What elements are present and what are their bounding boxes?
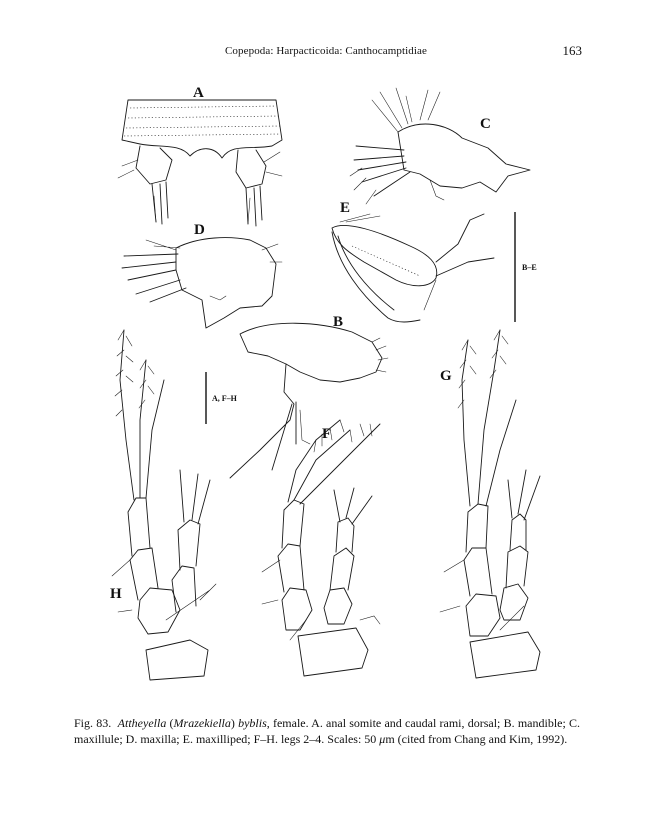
panel-label-b: B [333,314,344,330]
caption-subgenus: Mrazekiella [173,716,231,730]
scale-label-a-fh: A, F–H [212,394,237,403]
caption-fig-label: Fig. 83. [74,716,112,730]
drawing-maxilliped [332,214,494,322]
running-head: Copepoda: Harpacticoida: Canthocamptidiae [224,45,428,57]
drawing-mandible [230,323,388,478]
drawing-maxilla [122,238,282,328]
panel-label-d: D [194,222,205,238]
drawing-leg-4 [112,330,216,680]
caption-genus: Attheyella [117,716,167,730]
drawing-maxillule [350,88,530,204]
panel-label-f: F [322,426,332,442]
scale-bar-a-fh [206,372,238,424]
caption-unit-rest: m (cited from Chang and Kim, 1992). [385,731,568,746]
caption-unit-symbol: μ [379,731,386,746]
page-number: 163 [562,43,582,58]
panel-label-g: G [440,368,452,384]
caption-species: byblis [238,716,267,730]
drawing-leg-2 [262,420,380,676]
panel-label-h: H [110,586,122,602]
panel-label-c: C [480,116,491,132]
figure-caption: Fig. 83. Attheyella (Mrazekiella) byblis, female. A. anal somite and caudal rami, dorsal; B. mandible; C. maxillule; D. maxilla; E. maxilliped; F–H. legs 2–4. Scales: 50 μm (cited from Chang and Kim, 1992). [74,716,581,746]
scale-label-b-e: B–E [522,263,537,272]
panel-label-e: E [340,200,351,216]
scale-bar-b-e [515,212,537,322]
panel-label-a: A [193,85,204,101]
drawing-anal-somite [118,100,282,226]
drawing-leg-3 [440,330,540,678]
caption-body: , female. A. anal somite and caudal rami, dorsal; B. mandible; C. maxillule; D. maxilla; E. maxilliped; F–H. legs 2–4. Scales: 50 [74,716,581,746]
